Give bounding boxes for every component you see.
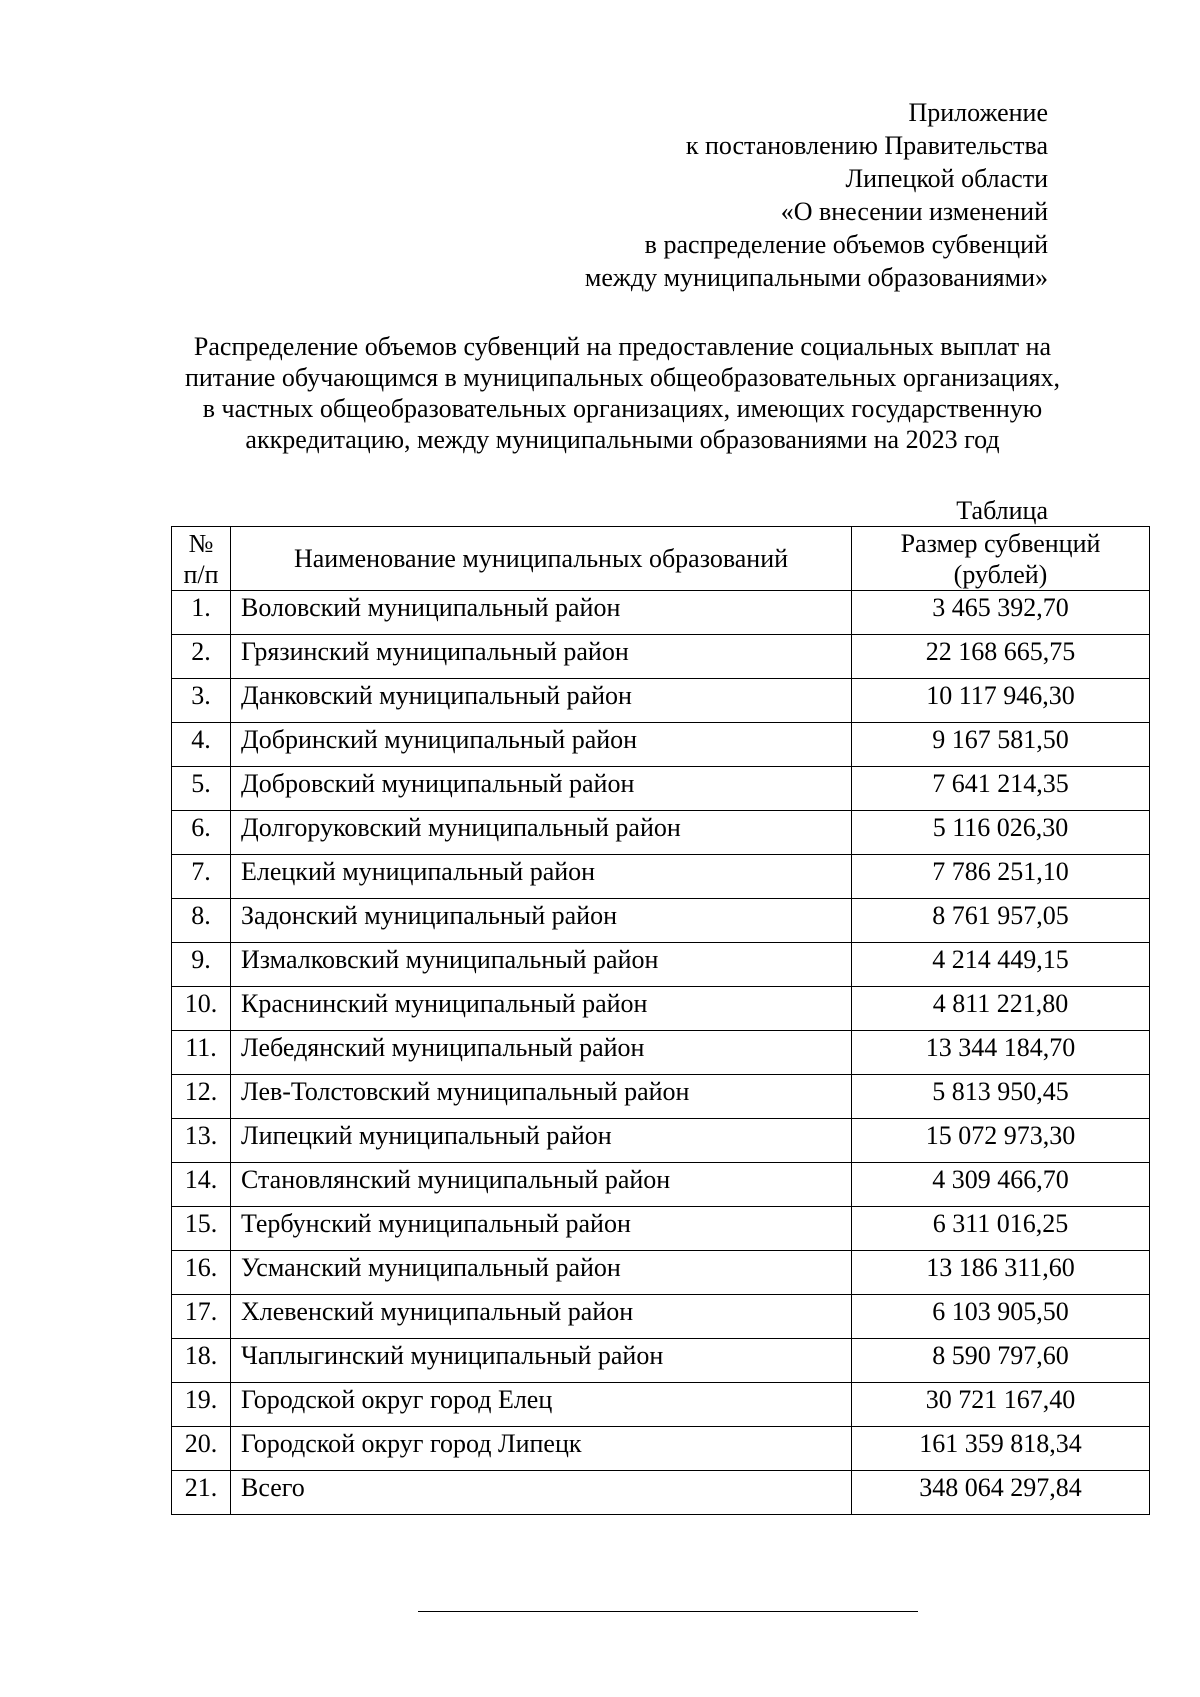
row-name: Липецкий муниципальный район — [231, 1119, 852, 1163]
row-number: 17. — [172, 1295, 231, 1339]
table-row — [172, 1207, 1150, 1251]
header-number-line2: п/п — [183, 559, 219, 589]
row-name: Краснинский муниципальный район — [231, 987, 852, 1031]
row-name: Хлевенский муниципальный район — [231, 1295, 852, 1339]
header-number-line1: № — [188, 528, 214, 558]
header-number — [172, 527, 231, 591]
row-name: Лев-Толстовский муниципальный район — [231, 1075, 852, 1119]
table-row — [172, 723, 1150, 767]
header-amount — [852, 527, 1150, 591]
table-row — [172, 1251, 1150, 1295]
table-label: Таблица — [956, 496, 1048, 525]
row-amount: 3 465 392,70 — [852, 591, 1150, 635]
row-number: 12. — [172, 1075, 231, 1119]
table-row — [172, 899, 1150, 943]
header-amount-line1: Размер субвенций — [900, 528, 1101, 558]
row-number: 5. — [172, 767, 231, 811]
row-name: Тербунский муниципальный район — [231, 1207, 852, 1251]
row-amount: 4 811 221,80 — [852, 987, 1150, 1031]
table-row — [172, 855, 1150, 899]
table-row — [172, 1163, 1150, 1207]
row-number: 6. — [172, 811, 231, 855]
row-number: 18. — [172, 1339, 231, 1383]
row-name: Грязинский муниципальный район — [231, 635, 852, 679]
table-row — [172, 679, 1150, 723]
row-number: 16. — [172, 1251, 231, 1295]
row-name: Усманский муниципальный район — [231, 1251, 852, 1295]
row-number: 4. — [172, 723, 231, 767]
row-name: Воловский муниципальный район — [231, 591, 852, 635]
title-line: в частных общеобразовательных организациях, имеющих государственную — [202, 394, 1043, 423]
row-amount: 10 117 946,30 — [852, 679, 1150, 723]
table-row — [172, 1427, 1150, 1471]
row-name: Городской округ город Липецк — [231, 1427, 852, 1471]
table-row — [172, 635, 1150, 679]
row-amount: 5 116 026,30 — [852, 811, 1150, 855]
row-name: Лебедянский муниципальный район — [231, 1031, 852, 1075]
row-amount: 13 186 311,60 — [852, 1251, 1150, 1295]
row-number: 21. — [172, 1471, 231, 1515]
header-name: Наименование муниципальных образований — [231, 527, 852, 591]
table-row — [172, 1119, 1150, 1163]
row-amount: 13 344 184,70 — [852, 1031, 1150, 1075]
appendix-block — [348, 96, 1048, 294]
row-amount: 4 214 449,15 — [852, 943, 1150, 987]
row-name: Становлянский муниципальный район — [231, 1163, 852, 1207]
table-row — [172, 1339, 1150, 1383]
row-number: 14. — [172, 1163, 231, 1207]
row-name: Городской округ город Елец — [231, 1383, 852, 1427]
row-name: Всего — [231, 1471, 852, 1515]
row-name: Елецкий муниципальный район — [231, 855, 852, 899]
appendix-line: между муниципальными образованиями» — [584, 263, 1048, 292]
row-name: Данковский муниципальный район — [231, 679, 852, 723]
row-amount: 8 761 957,05 — [852, 899, 1150, 943]
table-row — [172, 1383, 1150, 1427]
row-name: Добровский муниципальный район — [231, 767, 852, 811]
row-amount: 7 641 214,35 — [852, 767, 1150, 811]
row-number: 20. — [172, 1427, 231, 1471]
row-number: 15. — [172, 1207, 231, 1251]
table-row — [172, 767, 1150, 811]
title-line: Распределение объемов субвенций на предоставление социальных выплат на — [193, 332, 1052, 361]
table-row — [172, 987, 1150, 1031]
row-number: 10. — [172, 987, 231, 1031]
row-amount: 30 721 167,40 — [852, 1383, 1150, 1427]
row-amount: 4 309 466,70 — [852, 1163, 1150, 1207]
table-row — [172, 1295, 1150, 1339]
appendix-line: Липецкой области — [845, 164, 1048, 193]
row-number: 7. — [172, 855, 231, 899]
row-number: 3. — [172, 679, 231, 723]
row-name: Добринский муниципальный район — [231, 723, 852, 767]
header-amount-line2: (рублей) — [953, 559, 1048, 589]
footer-divider — [418, 1611, 918, 1612]
appendix-line: в распределение объемов субвенций — [644, 230, 1048, 259]
row-name: Чаплыгинский муниципальный район — [231, 1339, 852, 1383]
appendix-line: к постановлению Правительства — [685, 131, 1048, 160]
table-row — [172, 591, 1150, 635]
title-line: аккредитацию, между муниципальными образованиями на 2023 год — [245, 425, 1000, 454]
document-title — [150, 331, 1095, 455]
row-amount: 7 786 251,10 — [852, 855, 1150, 899]
row-amount: 348 064 297,84 — [852, 1471, 1150, 1515]
row-number: 2. — [172, 635, 231, 679]
row-number: 13. — [172, 1119, 231, 1163]
row-amount: 8 590 797,60 — [852, 1339, 1150, 1383]
row-amount: 5 813 950,45 — [852, 1075, 1150, 1119]
row-number: 9. — [172, 943, 231, 987]
table-row — [172, 1075, 1150, 1119]
table-row — [172, 1031, 1150, 1075]
row-amount: 6 103 905,50 — [852, 1295, 1150, 1339]
table-total-row — [172, 1471, 1150, 1515]
table-row — [172, 943, 1150, 987]
row-name: Измалковский муниципальный район — [231, 943, 852, 987]
title-line: питание обучающимся в муниципальных общеобразовательных организациях, — [184, 363, 1061, 392]
row-number: 19. — [172, 1383, 231, 1427]
table-header-row — [172, 527, 1150, 591]
subsidy-table — [171, 526, 1150, 1515]
row-amount: 9 167 581,50 — [852, 723, 1150, 767]
row-name: Задонский муниципальный район — [231, 899, 852, 943]
row-amount: 6 311 016,25 — [852, 1207, 1150, 1251]
table-row — [172, 811, 1150, 855]
row-number: 8. — [172, 899, 231, 943]
row-amount: 22 168 665,75 — [852, 635, 1150, 679]
row-number: 1. — [172, 591, 231, 635]
appendix-line: Приложение — [908, 98, 1048, 127]
row-number: 11. — [172, 1031, 231, 1075]
row-amount: 161 359 818,34 — [852, 1427, 1150, 1471]
row-name: Долгоруковский муниципальный район — [231, 811, 852, 855]
row-amount: 15 072 973,30 — [852, 1119, 1150, 1163]
appendix-line: «О внесении изменений — [780, 197, 1048, 226]
